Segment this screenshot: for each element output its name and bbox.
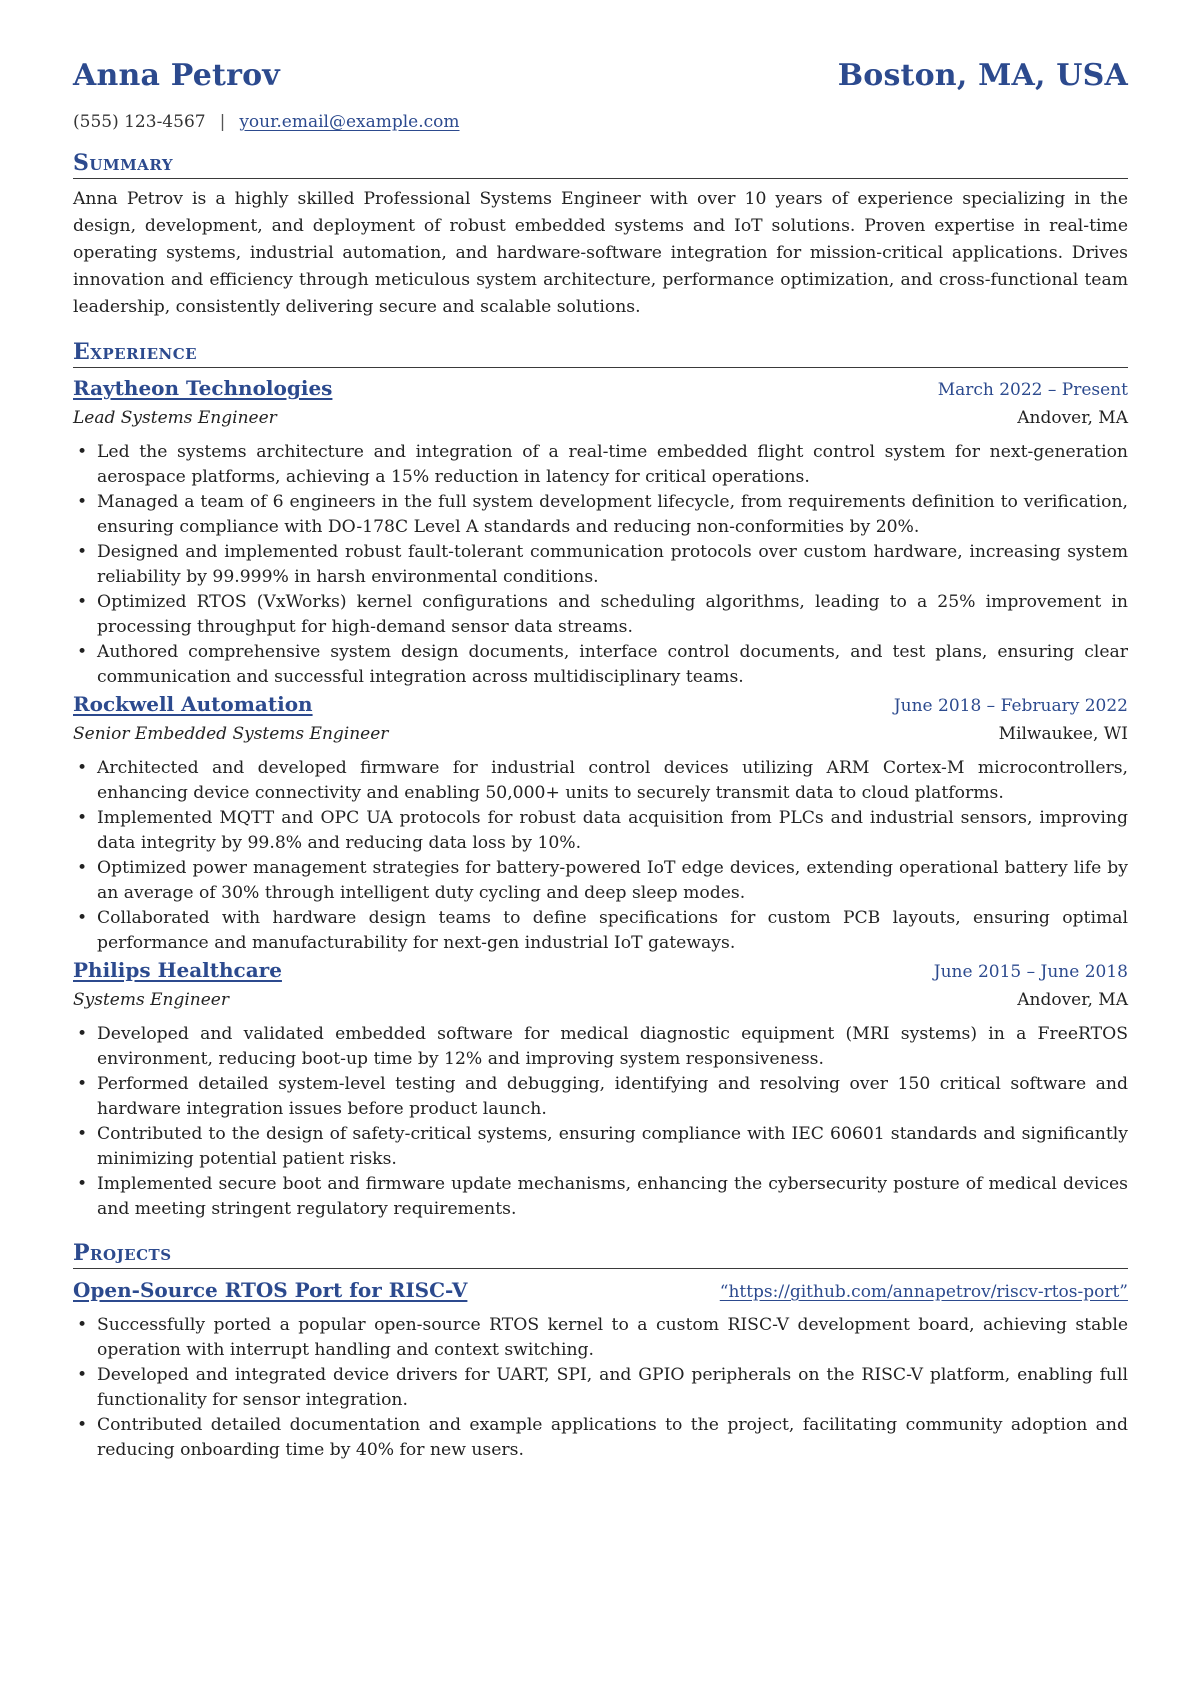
bullet-item: • Implemented MQTT and OPC UA protocols for robust data acquisition from PLCs and industrial sensors, improving data integrity by 99.8% and reducing data loss by 10%. — [97, 806, 1128, 856]
job-bullets — [73, 756, 1128, 956]
job-location: Milwaukee, WI — [998, 724, 1128, 744]
job-header-row — [73, 690, 1128, 720]
job-dates: March 2022 – Present — [937, 380, 1128, 400]
bullet-item: • Led the systems architecture and integration of a real-time embedded flight control system for next-generation aerospace platforms, achieving a 15% reduction in latency for critical operations. — [97, 440, 1128, 490]
bullet-item: • Optimized power management strategies for battery-powered IoT edge devices, extending operational battery life by an average of 30% through intelligent duty cycling and deep sleep modes. — [97, 856, 1128, 906]
bullet-item: • Successfully ported a popular open-source RTOS kernel to a custom RISC-V development board, achieving stable operation with interrupt handling and context switching. — [97, 1313, 1128, 1363]
job-bullets — [73, 1022, 1128, 1222]
job-title: Systems Engineer — [73, 990, 229, 1010]
job-header-row — [73, 956, 1128, 986]
job-entry — [73, 956, 1128, 1222]
bullet-item: • Optimized RTOS (VxWorks) kernel configurations and scheduling algorithms, leading to a 25% improvement in processing throughput for high-demand sensor data streams. — [97, 590, 1128, 640]
job-location: Andover, MA — [1017, 990, 1128, 1010]
bullet-item: • Performed detailed system-level testing and debugging, identifying and resolving over 150 critical software and hardware integration issues before product launch. — [97, 1072, 1128, 1122]
experience-heading: Experience — [73, 339, 1128, 368]
bullet-item: • Authored comprehensive system design documents, interface control documents, and test plans, ensuring clear communication and successful integration across multidisciplinary teams. — [97, 640, 1128, 690]
job-entry — [73, 374, 1128, 690]
candidate-name: Anna Petrov — [73, 58, 280, 93]
project-url-link[interactable]: “https://github.com/annapetrov/riscv-rtos-port” — [719, 1282, 1128, 1302]
bullet-item: • Collaborated with hardware design teams to define specifications for custom PCB layouts, ensuring optimal performance and manufacturability for next-gen industrial IoT gateways. — [97, 906, 1128, 956]
contact-line — [73, 112, 1128, 132]
bullet-item: • Managed a team of 6 engineers in the full system development lifecycle, from requirements definition to verification, ensuring compliance with DO-178C Level A standards and reducing non-conformities by 20%. — [97, 490, 1128, 540]
project-header-row — [73, 1277, 1128, 1305]
summary-heading: Summary — [73, 150, 1128, 179]
bullet-item: • Developed and validated embedded software for medical diagnostic equipment (MRI systems) in a FreeRTOS environment, reducing boot-up time by 12% and improving system responsiveness. — [97, 1022, 1128, 1072]
company-link[interactable]: Rockwell Automation — [73, 692, 313, 716]
job-role-row — [73, 986, 1128, 1014]
bullet-item: • Developed and integrated device drivers for UART, SPI, and GPIO peripherals on the RISC-V platform, enabling full functionality for sensor integration. — [97, 1363, 1128, 1413]
project-bullets — [73, 1313, 1128, 1463]
job-role-row — [73, 404, 1128, 432]
company-link[interactable]: Philips Healthcare — [73, 958, 282, 982]
bullet-item: • Implemented secure boot and firmware update mechanisms, enhancing the cybersecurity posture of medical devices and meeting stringent regulatory requirements. — [97, 1172, 1128, 1222]
bullet-item: • Designed and implemented robust fault-tolerant communication protocols over custom hardware, increasing system reliability by 99.999% in harsh environmental conditions. — [97, 540, 1128, 590]
resume-header — [73, 58, 1128, 102]
candidate-location: Boston, MA, USA — [837, 58, 1128, 93]
job-bullets — [73, 440, 1128, 690]
job-title: Lead Systems Engineer — [73, 408, 277, 428]
job-entry — [73, 690, 1128, 956]
company-link[interactable]: Raytheon Technologies — [73, 376, 333, 400]
job-dates: June 2015 – June 2018 — [933, 962, 1128, 982]
contact-separator: | — [219, 112, 226, 132]
job-header-row — [73, 374, 1128, 404]
job-location: Andover, MA — [1017, 408, 1128, 428]
phone-number: (555) 123-4567 — [73, 112, 206, 132]
project-entry — [73, 1277, 1128, 1463]
project-name-link[interactable]: Open-Source RTOS Port for RISC-V — [73, 1278, 468, 1302]
summary-text: Anna Petrov is a highly skilled Professional Systems Engineer with over 10 years of experience specializing in the design, development, and deployment of robust embedded systems and IoT solutions. Proven expertise in real-time operating systems, industrial automation, and hardware-software integration for mission-critical applications. Drives innovation and efficiency through meticulous system architecture, performance optimization, and cross-functional team leadership, consistently delivering secure and scalable solutions. — [73, 189, 1128, 317]
bullet-item: • Contributed to the design of safety-critical systems, ensuring compliance with IEC 60601 standards and significantly minimizing potential patient risks. — [97, 1122, 1128, 1172]
job-role-row — [73, 720, 1128, 748]
email-link[interactable]: your.email@example.com — [239, 112, 460, 132]
job-dates: June 2018 – February 2022 — [893, 696, 1128, 716]
projects-heading: Projects — [73, 1240, 1128, 1269]
bullet-item: • Contributed detailed documentation and example applications to the project, facilitating community adoption and reducing onboarding time by 40% for new users. — [97, 1413, 1128, 1463]
job-title: Senior Embedded Systems Engineer — [73, 724, 389, 744]
bullet-item: • Architected and developed firmware for industrial control devices utilizing ARM Cortex-M microcontrollers, enhancing device connectivity and enabling 50,000+ units to securely transmit data to cloud platforms. — [97, 756, 1128, 806]
